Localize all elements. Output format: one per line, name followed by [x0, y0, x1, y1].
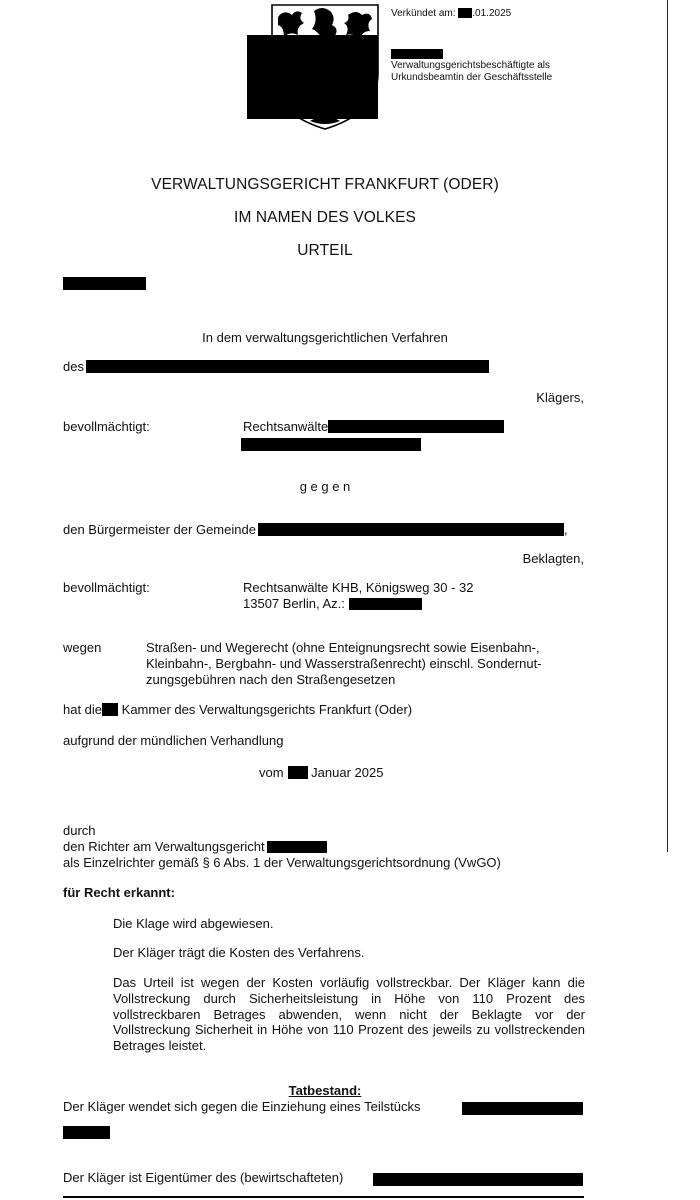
subject-label: wegen [63, 640, 102, 655]
hearing-date-line [259, 765, 383, 780]
announcement-date: .01.2025 [472, 8, 512, 19]
judge-title: den Richter am Verwaltungsgericht [63, 839, 265, 854]
tenor-dismissal: Die Klage wird abgewiesen. [113, 916, 274, 931]
chamber-name: Kammer des Verwaltungsgerichts Frankfurt (Oder) [118, 702, 413, 717]
tenor-costs: Der Kläger trägt die Kosten des Verfahrens. [113, 945, 365, 960]
subject-line-2: Kleinbahn-, Bergbahn- und Wasserstraßenrecht) einschl. Sondernut- [146, 656, 542, 671]
subject-line-1: Straßen- und Wegerecht (ohne Enteignungsrecht sowie Eisenbahn-, [146, 640, 540, 655]
redacted-day [458, 8, 472, 18]
court-name: VERWALTUNGSGERICHT FRANKFURT (ODER) [151, 176, 499, 193]
redacted-municipality [258, 523, 564, 536]
plaintiff-counsel [243, 419, 504, 434]
facts-heading: Tatbestand: [288, 1083, 362, 1098]
hearing-month-year: Januar 2025 [307, 765, 384, 780]
defendant-counsel-line-1: Rechtsanwälte KHB, Königsweg 30 - 32 [243, 580, 474, 595]
judgment-title: URTEIL [297, 242, 353, 259]
announcement-label: Verkündet am: [391, 8, 459, 19]
redacted-parcel-2 [63, 1126, 110, 1139]
versus: g e g e n [299, 479, 351, 494]
clerk-title-1: Verwaltungsgerichtsbeschäftigte als [391, 60, 550, 71]
proceedings-intro: In dem verwaltungsgerichtlichen Verfahren [202, 330, 448, 345]
facts-line-2: Der Kläger ist Eigentümer des (bewirtschafteten) [63, 1170, 344, 1185]
tenor-enforceability: Das Urteil ist wegen der Kosten vorläufig vollstreckbar. Der Kläger kann die Vollstreckung durch Sicherheitsleistung in Höhe von 110 Prozent des vollstreckbaren Betrages abwenden, wenn nicht der Beklagte vor der Vollstreckung Sicherheit in Höhe von 110 Prozent des jeweils zu vollstreckenden Betrages leistet. [113, 975, 585, 1054]
redacted-property [373, 1173, 583, 1186]
redacted-plaintiff [86, 360, 489, 373]
redacted-reference [349, 598, 422, 610]
des-label: des [63, 359, 84, 374]
judge-line [63, 839, 327, 854]
in-the-name-of-the-people: IM NAMEN DES VOLKES [234, 209, 416, 226]
hearing-basis: aufgrund der mündlichen Verhandlung [63, 733, 284, 748]
clerk-title-2: Urkundsbeamtin der Geschäftsstelle [391, 72, 553, 83]
redacted-clerk-name [391, 49, 443, 59]
defendant-counsel-address: 13507 Berlin, Az.: [243, 596, 345, 611]
chamber-prefix: hat die [63, 702, 103, 717]
defendant-line [63, 522, 568, 537]
chamber-line [63, 702, 412, 717]
by-label: durch [63, 823, 96, 838]
plaintiff-role: Klägers, [536, 390, 584, 405]
plaintiff-counsel-firm: Rechtsanwälte [243, 419, 329, 434]
redacted-plaintiff-counsel-1 [328, 420, 504, 433]
redacted-parcel-1 [462, 1102, 583, 1115]
redacted-hearing-day [288, 766, 308, 779]
redacted-emblem-block [247, 35, 378, 119]
facts-line-1: Der Kläger wendet sich gegen die Einziehung eines Teilstücks [63, 1099, 421, 1114]
announcement-line [391, 8, 511, 20]
page-edge-line [667, 0, 668, 852]
redacted-file-number [63, 277, 146, 290]
hearing-date-prefix: vom [259, 765, 284, 780]
tenor-heading: für Recht erkannt: [63, 885, 175, 900]
subject-line-3: zungsgebühren nach den Straßengesetzen [146, 672, 396, 687]
page-bottom-rule [63, 1196, 584, 1198]
defendant-counsel-line-2 [243, 596, 422, 611]
redacted-judge-name [267, 841, 327, 853]
plaintiff-counsel-label: bevollmächtigt: [63, 419, 150, 434]
defendant-counsel-label: bevollmächtigt: [63, 580, 150, 595]
redacted-plaintiff-counsel-2 [241, 438, 421, 451]
defendant-comma: , [563, 522, 568, 537]
plaintiff-line [63, 359, 489, 374]
defendant-role: Beklagten, [522, 551, 584, 566]
defendant-label: den Bürgermeister der Gemeinde [63, 522, 256, 537]
redacted-chamber-number [102, 703, 118, 716]
single-judge-line: als Einzelrichter gemäß § 6 Abs. 1 der Verwaltungsgerichtsordnung (VwGO) [63, 855, 501, 870]
